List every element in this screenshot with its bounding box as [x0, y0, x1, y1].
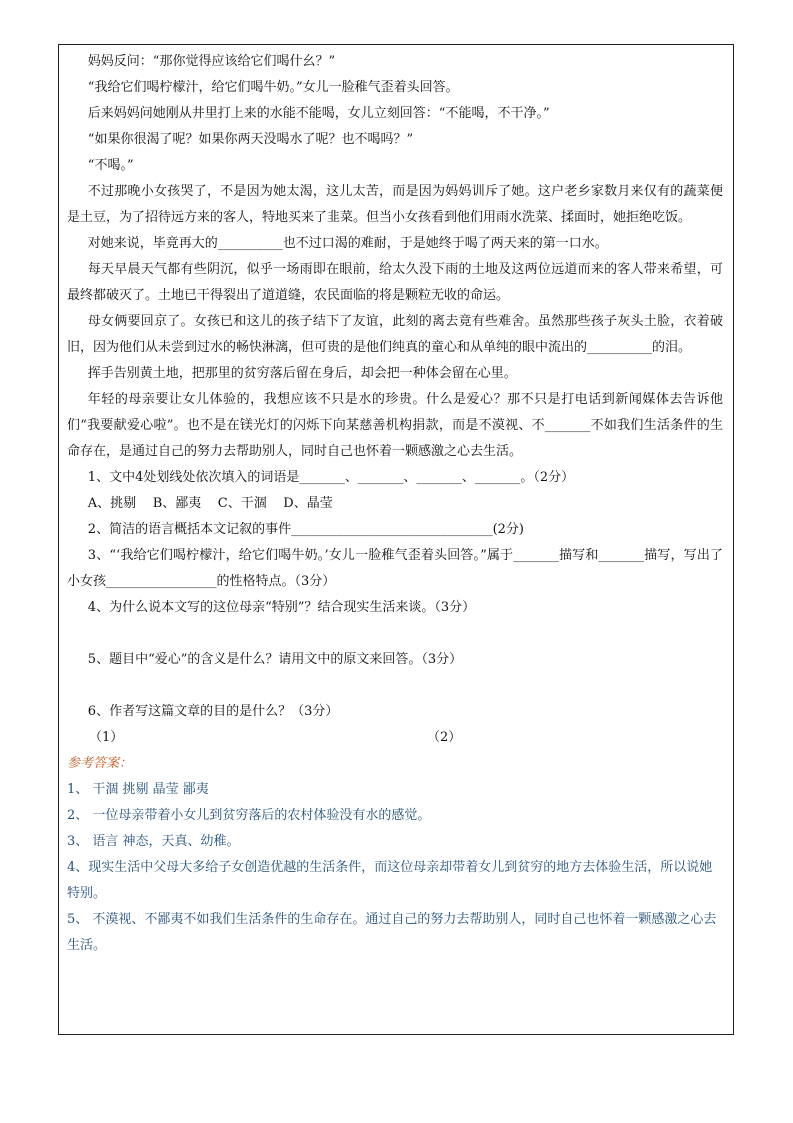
question-3: 3、“‘我给它们喝柠檬汁，给它们喝牛奶。’女儿一脸稚气歪着头回答。”属于_______描写和_______描写，写出了小女孩_________________的性格特点。（3分） [67, 548, 723, 589]
paragraph-1: 妈妈反问：“那你觉得应该给它们喝什幺？” [87, 54, 336, 69]
answer-5: 5、 不漠视、不鄙夷不如我们生活条件的生命存在。通过自己的努力去帮助别人，同时自己也怀着一颗感激之心去生活。 [67, 912, 717, 953]
question-6-sub-2: （2） [427, 730, 462, 745]
question-5: 5、题目中“爱心”的含义是什么？请用文中的原文来回答。（3分） [87, 652, 463, 667]
paragraph-2: “我给它们喝柠檬汁，给它们喝牛奶。”女儿一脸稚气歪着头回答。 [87, 80, 459, 95]
answer-4: 4、现实生活中父母大多给子女创造优越的生活条件，而这位母亲却带着女儿到贫穷的地方去体验生活，所以说她特别。 [67, 860, 713, 901]
question-6-sub-1: （1） [89, 730, 124, 745]
answer-1: 1、 干涸 挑剔 晶莹 鄙夷 [67, 782, 209, 797]
paragraph-9: 母女俩要回京了。女孩已和这儿的孩子结下了友谊，此刻的离去竟有些难舍。虽然那些孩子灰头土脸，衣着破旧，因为他们从未尝到过水的畅快淋漓，但可贵的是他们纯真的童心和从单纯的眼中流出的__________的泪。 [67, 314, 723, 355]
answer-space-5 [67, 673, 723, 699]
paragraph-8: 每天早晨天气都有些阴沉，似乎一场雨即在眼前，给太久没下雨的土地及这两位远道而来的客人带来希望，可最终都破灭了。土地已干得裂出了道道缝，农民面临的将是颗粒无收的命运。 [67, 262, 723, 303]
paragraph-10: 挥手告别黄土地，把那里的贫穷落后留在身后，却会把一种体会留在心里。 [87, 366, 517, 381]
paragraph-7: 对她来说，毕竟再大的__________也不过口渴的难耐，于是她终于喝了两天来的第一口水。 [87, 236, 608, 251]
paragraph-6: 不过那晚小女孩哭了，不是因为她太渴，这儿太苦，而是因为妈妈训斥了她。这户老乡家数月来仅有的蔬菜便是土豆，为了招待远方来的客人，特地买来了韭菜。但当小女孩看到他们用雨水洗菜、揉面时，她拒绝吃饭。 [67, 184, 723, 225]
paragraph-11: 年轻的母亲要让女儿体验的，我想应该不只是水的珍贵。什么是爱心？那不只是打电话到新闻媒体去告诉他们“我要献爱心啦”。也不是在镁光灯的闪烁下向某慈善机构捐款，而是不漠视、不_______不如我们生活条件的生命存在，是通过自己的努力去帮助别人，同时自己也怀着一颗感激之心去生活。 [67, 392, 723, 459]
paragraph-4: “如果你很渴了呢？如果你两天没喝水了呢？也不喝吗？” [87, 132, 414, 147]
question-1: 1、文中4处划线处依次填入的词语是_______、_______、_______、_______。（2分） [87, 470, 575, 485]
question-4: 4、为什么说本文写的这位母亲“特别”？结合现实生活来谈。（3分） [87, 600, 476, 615]
question-6: 6、作者写这篇文章的目的是什么？（3分） [87, 704, 339, 719]
answer-3: 3、 语言 神态，天真、幼稚。 [67, 834, 240, 849]
question-1-options: A、挑剔 B、鄙夷 C、干涸 D、晶莹 [87, 496, 333, 511]
question-2: 2、简洁的语言概括本文记叙的事件_______________________________(2分) [87, 522, 524, 537]
paragraph-3: 后来妈妈问她刚从井里打上来的水能不能喝，女儿立刻回答：“不能喝，不干净。” [87, 106, 550, 121]
question-6-subparts [67, 725, 723, 751]
answer-2: 2、 一位母亲带着小女儿到贫穷落后的农村体验没有水的感觉。 [67, 808, 431, 823]
answer-key-title: 参考答案： [67, 756, 133, 771]
paragraph-5: “不喝。” [87, 158, 134, 173]
answer-space-4 [67, 621, 723, 647]
document-frame [58, 44, 734, 1035]
